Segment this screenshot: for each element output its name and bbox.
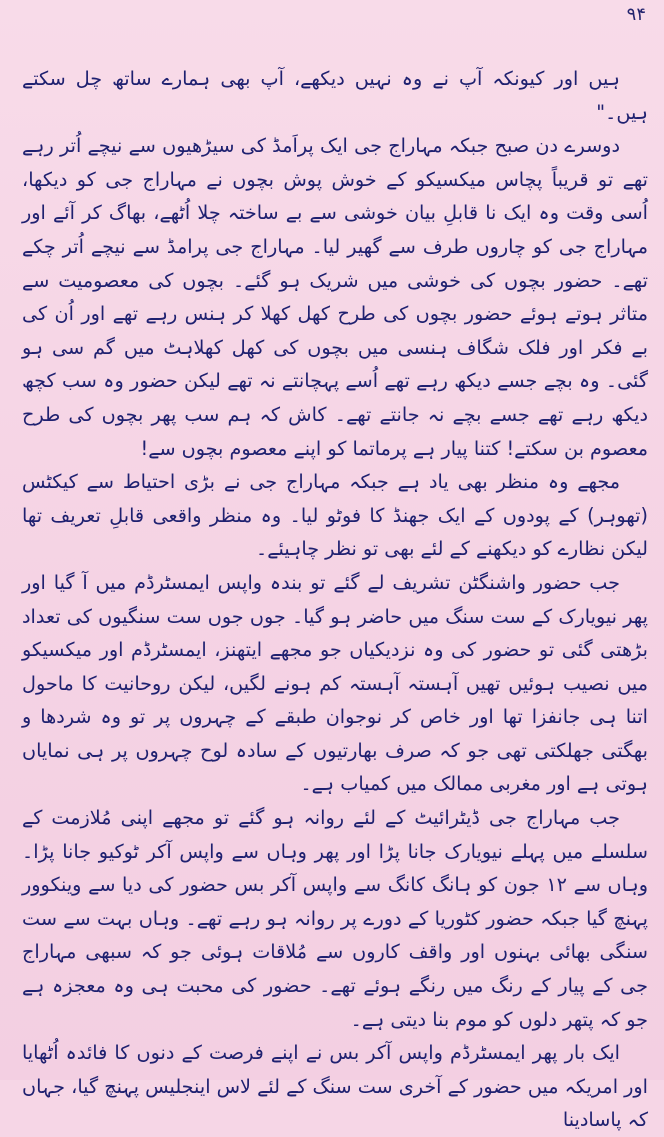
page-number: ۹۴ [626,4,646,25]
paragraph-3: مجھے وہ منظر بھی یاد ہے جبکہ مہاراج جی نے بڑی احتیاط سے کیکٹس (تھوہر) کے پودوں کے ایک جھنڈ کا فوٹو لیا۔ وہ منظر واقعی قابلِ تعریف تھا لیکن نظارے کو دیکھنے کے لئے بھی تو نظر چاہیئے۔ [22,470,648,561]
paragraph-1: ہیں اور کیونکہ آپ نے وہ نہیں دیکھے، آپ بھی ہمارے ساتھ چل سکتے ہیں۔" [22,67,648,124]
page-text [22,62,648,1137]
paragraph-4: جب حضور واشنگٹن تشریف لے گئے تو بندہ واپس ایمسٹرڈم میں آ گیا اور پھر نیویارک کے ست سنگ میں حاضر ہو گیا۔ جوں جوں ست سنگیوں کی تعداد بڑھتی گئی تو حضور کی وہ نزدیکیاں جو مجھے ایتھنز، ایمسٹرڈم اور میکسیکو میں نصیب ہوئیں تھیں آہستہ آہستہ کم ہونے لگیں، لیکن روحانیت کا ماحول اتنا ہی جانفزا تھا اور خاص کر نوجوان طبقے کے چہروں پر تو وہ شردھا و بھگتی جھلکتی تھی جو کہ صرف بھارتیوں کے سادہ لوح چہروں پر ہی نمایاں ہوتی ہے اور مغربی ممالک میں کمیاب ہے۔ [22,570,648,796]
paragraph-5: جب مہاراج جی ڈیٹرائیٹ کے لئے روانہ ہو گئے تو مجھے اپنی مُلازمت کے سلسلے میں پہلے نیویارک جانا پڑا اور پھر وہاں سے واپس آکر ٹوکیو جانا پڑا۔ وہاں سے ۱۲ جون کو ہانگ کانگ سے واپس آکر بس حضور کی دیا سے وینکوور پہنچ گیا جبکہ حضور کٹوریا کے دورے پر روانہ ہو رہے تھے۔ وہاں بہت سے ست سنگی بھائی بہنوں اور واقف کاروں سے مُلاقات ہوئی جو کہ سبھی مہاراج جی کے پیار کے رنگ میں رنگے ہوئے تھے۔ حضور کی محبت ہی وہ معجزہ ہے جو کہ پتھر دلوں کو موم بنا دیتی ہے۔ [22,806,648,1031]
paragraph-2: دوسرے دن صبح جبکہ مہاراج جی ایک پراَمڈ کی سیڑھیوں سے نیچے اُتر رہے تھے تو قریباً پچاس میکسیکو کے خوش پوش بچوں نے مہاراج جی کو دیکھا، اُسی وقت وہ ایک نا قابلِ بیان خوشی سے بے ساختہ چلا اُٹھے، بھاگ کر آئے اور مہاراج جی کو چاروں طرف سے گھیر لیا۔ مہاراج جی پرامڈ سے نیچے اُتر چکے تھے۔ حضور بچوں کی خوشی میں شریک ہو گئے۔ بچوں کی معصومیت سے متاثر ہوتے ہوئے حضور بچوں کی طرح کھل کھلا کر ہنس رہے تھے اور اُن کی بے فکر اور فلک شگاف ہنسی میں بچوں کی کھل کھلاہٹ میں گم سی ہو گئی۔ وہ بچے جسے دیکھ رہے تھے اُسے پہچانتے نہ تھے لیکن حضور وہ سب کچھ دیکھ رہے تھے جسے بچے نہ جانتے تھے۔ کاش کہ ہم سب پھر بچوں کی طرح معصوم بن سکتے! کتنا پیار ہے پرماتما کو اپنے معصوم بچوں سے! [22,134,648,460]
paragraph-6: ایک بار پھر ایمسٹرڈم واپس آکر بس نے اپنے فرصت کے دنوں کا فائدہ اُٹھایا اور امریکہ میں حضور کے آخری ست سنگ کے لئے لاس اینجلیس پہنچ گیا، جہاں کہ پاسادینا [22,1041,648,1132]
